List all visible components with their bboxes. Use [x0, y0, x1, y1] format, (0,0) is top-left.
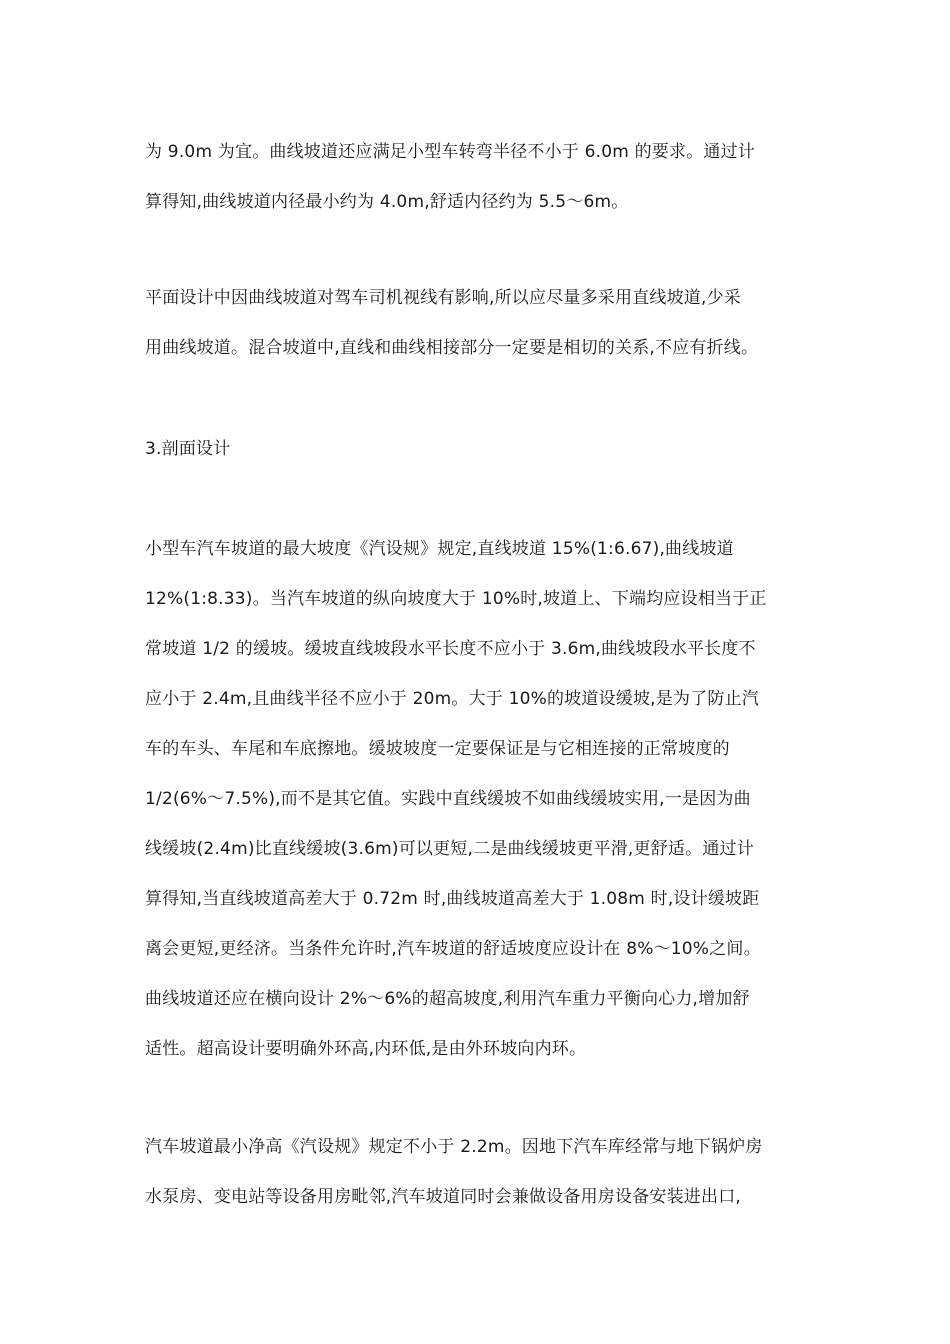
text-line: 水泵房、变电站等设备用房毗邻,汽车坡道同时会兼做设备用房设备安装进出口, — [145, 1187, 742, 1207]
text-line: 12%(1:8.33)。当汽车坡道的纵向坡度大于 10%时,坡道上、下端均应设相当于正 — [145, 589, 767, 609]
paragraph-clear-height — [145, 1122, 820, 1222]
section-title: 3.剖面设计 — [145, 439, 231, 459]
text-line: 车的车头、车尾和车底擦地。缓坡坡度一定要保证是与它相连接的正常坡度的 — [145, 739, 730, 759]
text-line: 应小于 2.4m,且曲线半径不应小于 20m。大于 10%的坡道设缓坡,是为了防止汽 — [145, 689, 759, 709]
text-line: 用曲线坡道。混合坡道中,直线和曲线相接部分一定要是相切的关系,不应有折线。 — [145, 338, 759, 358]
text-line: 汽车坡道最小净高《汽设规》规定不小于 2.2m。因地下汽车库经常与地下锅炉房 — [145, 1137, 763, 1157]
section-heading — [145, 424, 820, 474]
text-line: 小型车汽车坡道的最大坡度《汽设规》规定,直线坡道 15%(1:6.67),曲线坡道 — [145, 539, 734, 559]
paragraph-section-design — [145, 524, 820, 1074]
text-line: 曲线坡道还应在横向设计 2%～6%的超高坡度,利用汽车重力平衡向心力,增加舒 — [145, 989, 750, 1009]
paragraph-curve-ramp-radius — [145, 127, 820, 227]
text-line: 算得知,曲线坡道内径最小约为 4.0m,舒适内径约为 5.5～6m。 — [145, 192, 629, 212]
paragraph-plan-design — [145, 273, 820, 373]
text-line: 1/2(6%～7.5%),而不是其它值。实践中直线缓坡不如曲线缓坡实用,一是因为曲 — [145, 789, 751, 809]
text-line: 常坡道 1/2 的缓坡。缓坡直线坡段水平长度不应小于 3.6m,曲线坡段水平长度不 — [145, 639, 756, 659]
text-line: 平面设计中因曲线坡道对驾车司机视线有影响,所以应尽量多采用直线坡道,少采 — [145, 288, 742, 308]
text-line: 线缓坡(2.4m)比直线缓坡(3.6m)可以更短,二是曲线缓坡更平滑,更舒适。通过计 — [145, 839, 754, 859]
text-line: 为 9.0m 为宜。曲线坡道还应满足小型车转弯半径不小于 6.0m 的要求。通过计 — [145, 142, 756, 162]
text-line: 算得知,当直线坡道高差大于 0.72m 时,曲线坡道高差大于 1.08m 时,设计缓坡距 — [145, 889, 760, 909]
text-line: 离会更短,更经济。当条件允许时,汽车坡道的舒适坡度应设计在 8%～10%之间。 — [145, 939, 761, 959]
text-line: 适性。超高设计要明确外环高,内环低,是由外环坡向内环。 — [145, 1039, 587, 1059]
